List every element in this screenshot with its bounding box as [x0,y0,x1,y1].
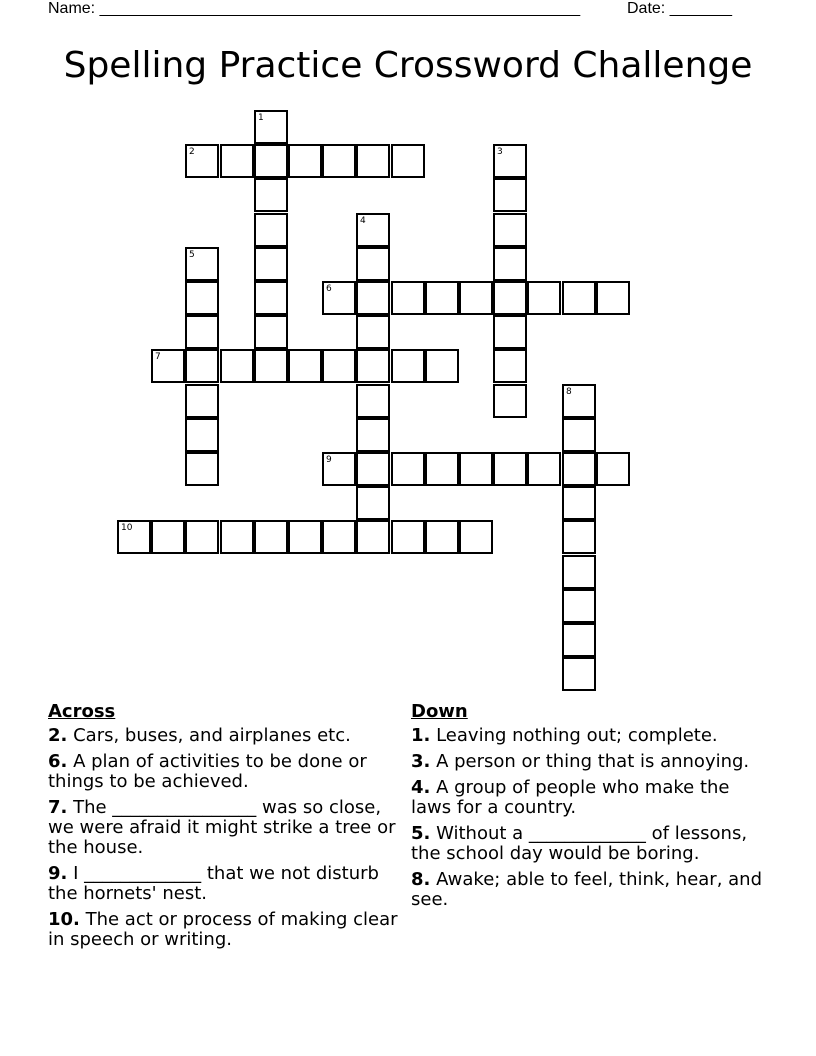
clue-number: 9 [326,455,332,465]
grid-cell[interactable] [527,281,561,315]
down-clue [411,870,771,910]
clue-text: I _____________ that we not disturb the hornets' nest. [48,863,379,904]
grid-cell[interactable] [185,247,219,281]
across-clue [48,864,408,904]
grid-cell[interactable] [356,247,390,281]
clue-number: 6 [326,284,332,294]
date-field-label: Date: _______ [627,0,732,17]
clue-number: 3 [497,147,503,157]
grid-cell[interactable] [425,452,459,486]
down-clue [411,778,771,818]
grid-cell[interactable] [562,657,596,691]
clue-text: Awake; able to feel, think, hear, and see. [411,869,763,910]
down-clue [411,752,771,772]
grid-cell[interactable] [254,281,288,315]
grid-cell[interactable] [185,520,219,554]
clue-number-label: 10. [48,909,80,930]
grid-cell[interactable] [254,178,288,212]
across-clues [48,702,408,956]
grid-cell[interactable] [493,384,527,418]
across-clue [48,752,408,792]
page-title: Spelling Practice Crossword Challenge [63,45,753,86]
grid-cell[interactable] [425,520,459,554]
down-clues [411,702,771,916]
grid-cell[interactable] [254,520,288,554]
grid-cell[interactable] [185,281,219,315]
across-clue-list [48,726,408,950]
clue-number-label: 2. [48,725,68,746]
clue-number-label: 3. [411,751,431,772]
clue-number-label: 8. [411,869,431,890]
grid-cell[interactable] [254,315,288,349]
grid-cell[interactable] [562,384,596,418]
name-field-label: Name: ______________________________________________________ [48,0,581,17]
grid-cell[interactable] [562,555,596,589]
grid-cell[interactable] [151,520,185,554]
grid-cell[interactable] [288,349,322,383]
grid-cell[interactable] [459,520,493,554]
clue-number-label: 6. [48,751,68,772]
grid-cell[interactable] [185,349,219,383]
grid-cell[interactable] [185,452,219,486]
down-heading: Down [411,701,468,722]
down-clue [411,824,771,864]
grid-cell[interactable] [493,247,527,281]
grid-cell[interactable] [425,349,459,383]
grid-cell[interactable] [356,520,390,554]
grid-cell[interactable] [322,452,356,486]
grid-cell[interactable] [185,144,219,178]
down-clue-list [411,726,771,910]
clue-text: The ________________ was so close, we were afraid it might strike a tree or the house. [48,797,396,858]
grid-cell[interactable] [596,281,630,315]
across-clue [48,798,408,858]
grid-cell[interactable] [596,452,630,486]
clue-number-label: 7. [48,797,68,818]
grid-cell[interactable] [562,281,596,315]
grid-cell[interactable] [220,520,254,554]
grid-cell[interactable] [425,281,459,315]
grid-cell[interactable] [562,520,596,554]
grid-cell[interactable] [391,520,425,554]
grid-cell[interactable] [322,281,356,315]
grid-cell[interactable] [254,213,288,247]
grid-cell[interactable] [356,349,390,383]
grid-cell[interactable] [288,144,322,178]
clue-number-label: 5. [411,823,431,844]
clue-number: 8 [566,387,572,397]
grid-cell[interactable] [391,452,425,486]
grid-cell[interactable] [562,589,596,623]
clue-text: A plan of activities to be done or things to be achieved. [48,751,367,792]
grid-cell[interactable] [493,144,527,178]
grid-cell[interactable] [117,520,151,554]
grid-cell[interactable] [220,144,254,178]
grid-cell[interactable] [288,520,322,554]
clue-text: A group of people who make the laws for a country. [411,777,730,818]
grid-cell[interactable] [493,349,527,383]
grid-cell[interactable] [562,418,596,452]
across-clue [48,726,408,746]
grid-cell[interactable] [356,281,390,315]
grid-cell[interactable] [356,213,390,247]
clue-number: 4 [360,216,366,226]
grid-cell[interactable] [356,384,390,418]
grid-cell[interactable] [391,349,425,383]
grid-cell[interactable] [356,315,390,349]
grid-cell[interactable] [322,349,356,383]
grid-cell[interactable] [493,452,527,486]
clue-number-label: 1. [411,725,431,746]
grid-cell[interactable] [185,315,219,349]
grid-cell[interactable] [562,623,596,657]
clue-number-label: 4. [411,777,431,798]
clue-number: 2 [189,147,195,157]
clue-text: Without a _____________ of lessons, the school day would be boring. [411,823,748,864]
grid-cell[interactable] [493,281,527,315]
grid-cell[interactable] [220,349,254,383]
clue-number: 1 [258,113,264,123]
clue-number: 10 [121,523,133,533]
grid-cell[interactable] [254,247,288,281]
grid-cell[interactable] [459,281,493,315]
grid-cell[interactable] [493,213,527,247]
grid-cell[interactable] [254,144,288,178]
grid-cell[interactable] [254,110,288,144]
grid-cell[interactable] [322,520,356,554]
across-heading: Across [48,701,116,722]
grid-cell[interactable] [391,144,425,178]
grid-cell[interactable] [391,281,425,315]
clue-text: Cars, buses, and airplanes etc. [67,725,351,746]
clue-number: 7 [155,352,161,362]
grid-cell[interactable] [562,486,596,520]
grid-cell[interactable] [254,349,288,383]
grid-cell[interactable] [151,349,185,383]
across-clue [48,910,408,950]
clue-number: 5 [189,250,195,260]
grid-cell[interactable] [185,418,219,452]
grid-cell[interactable] [562,452,596,486]
grid-cell[interactable] [493,315,527,349]
grid-cell[interactable] [527,452,561,486]
clue-text: A person or thing that is annoying. [430,751,750,772]
grid-cell[interactable] [356,418,390,452]
grid-cell[interactable] [322,144,356,178]
grid-cell[interactable] [185,384,219,418]
clue-text: Leaving nothing out; complete. [430,725,718,746]
grid-cell[interactable] [356,452,390,486]
grid-cell[interactable] [356,144,390,178]
grid-cell[interactable] [493,178,527,212]
down-clue [411,726,771,746]
grid-cell[interactable] [459,452,493,486]
clue-text: The act or process of making clear in speech or writing. [48,909,398,950]
grid-cell[interactable] [356,486,390,520]
clue-number-label: 9. [48,863,68,884]
